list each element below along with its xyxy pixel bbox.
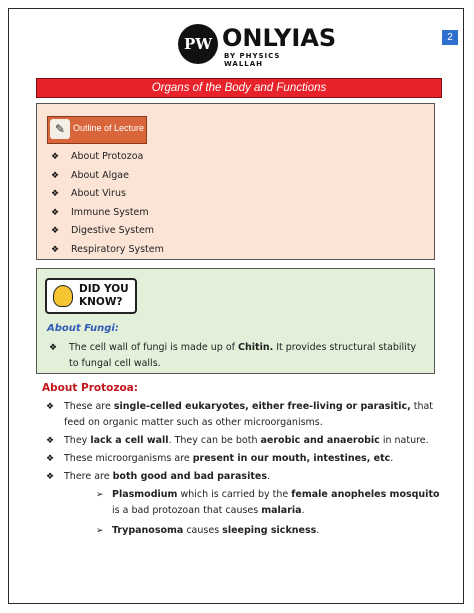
list-item: ❖ About Algae xyxy=(51,167,164,186)
diamond-bullet-icon: ❖ xyxy=(51,207,60,218)
fungi-paragraph: ❖ The cell wall of fungi is made up of Chitin. It provides structural stability to fungal cell walls. xyxy=(49,342,417,369)
page-number: 2 xyxy=(442,30,458,45)
brand-logo xyxy=(178,22,337,68)
did-you-know-badge xyxy=(45,278,137,314)
list-item: ❖ These are single-celled eukaryotes, either free-living or parasitic, that feed on organic matter such as other microorganisms. xyxy=(46,401,434,428)
outline-list xyxy=(51,148,164,259)
arrow-bullet-icon: ➢ xyxy=(96,526,104,536)
list-item: ❖ These microorganisms are present in our mouth, intestines, etc. xyxy=(46,451,446,467)
fungi-heading: About Fungi: xyxy=(47,323,119,334)
diamond-bullet-icon: ❖ xyxy=(46,472,55,482)
badge-line-2: KNOW? xyxy=(79,296,123,308)
diamond-bullet-icon: ❖ xyxy=(51,152,60,162)
list-item: ➢ Plasmodium which is carried by the female anopheles mosquito is a bad protozoan that causes malaria. xyxy=(96,489,440,516)
diamond-bullet-icon: ❖ xyxy=(46,436,55,446)
diamond-bullet-icon: ❖ xyxy=(49,343,58,353)
outline-badge xyxy=(47,116,147,144)
logo-tagline: BY PHYSICS WALLAH xyxy=(224,52,281,68)
list-item: ❖ About Virus xyxy=(51,185,164,204)
lightbulb-icon xyxy=(53,285,73,307)
pw-logo-icon: PW xyxy=(178,24,218,64)
logo-wordmark: ONLYIAS xyxy=(222,24,337,52)
diamond-bullet-icon: ❖ xyxy=(51,170,60,181)
diamond-bullet-icon: ❖ xyxy=(51,226,60,236)
page-title: Organs of the Body and Functions xyxy=(36,78,442,98)
parasite-sublist xyxy=(64,487,446,539)
list-item: ❖ Digestive System xyxy=(51,222,164,241)
did-you-know-panel xyxy=(36,268,435,374)
badge-line-1: DID YOU xyxy=(79,283,129,295)
diamond-bullet-icon: ❖ xyxy=(51,189,60,199)
diamond-bullet-icon: ❖ xyxy=(46,402,55,412)
outline-panel xyxy=(36,103,435,260)
list-item: ❖ They lack a cell wall. They can be both aerobic and anaerobic in nature. xyxy=(46,433,446,449)
list-item: ❖ Respiratory System xyxy=(51,241,164,260)
diamond-bullet-icon: ❖ xyxy=(46,454,55,464)
protozoa-list xyxy=(46,399,446,543)
list-item: ❖ Immune System xyxy=(51,204,164,223)
arrow-bullet-icon: ➢ xyxy=(96,490,104,500)
diamond-bullet-icon: ❖ xyxy=(51,244,60,255)
notebook-icon: ✎ xyxy=(50,119,70,139)
list-item: ❖ About Protozoa xyxy=(51,148,164,167)
list-item: ❖ There are both good and bad parasites. ➢ Plasmodium which is carried by the female anopheles mosquito is a bad protozoan that causes malaria. ➢ Trypanosoma causes sleeping sickness. xyxy=(46,469,446,539)
protozoa-heading: About Protozoa: xyxy=(42,382,138,394)
outline-badge-label: Outline of Lecture xyxy=(73,123,145,133)
list-item: ➢ Trypanosoma causes sleeping sickness. xyxy=(82,523,446,539)
